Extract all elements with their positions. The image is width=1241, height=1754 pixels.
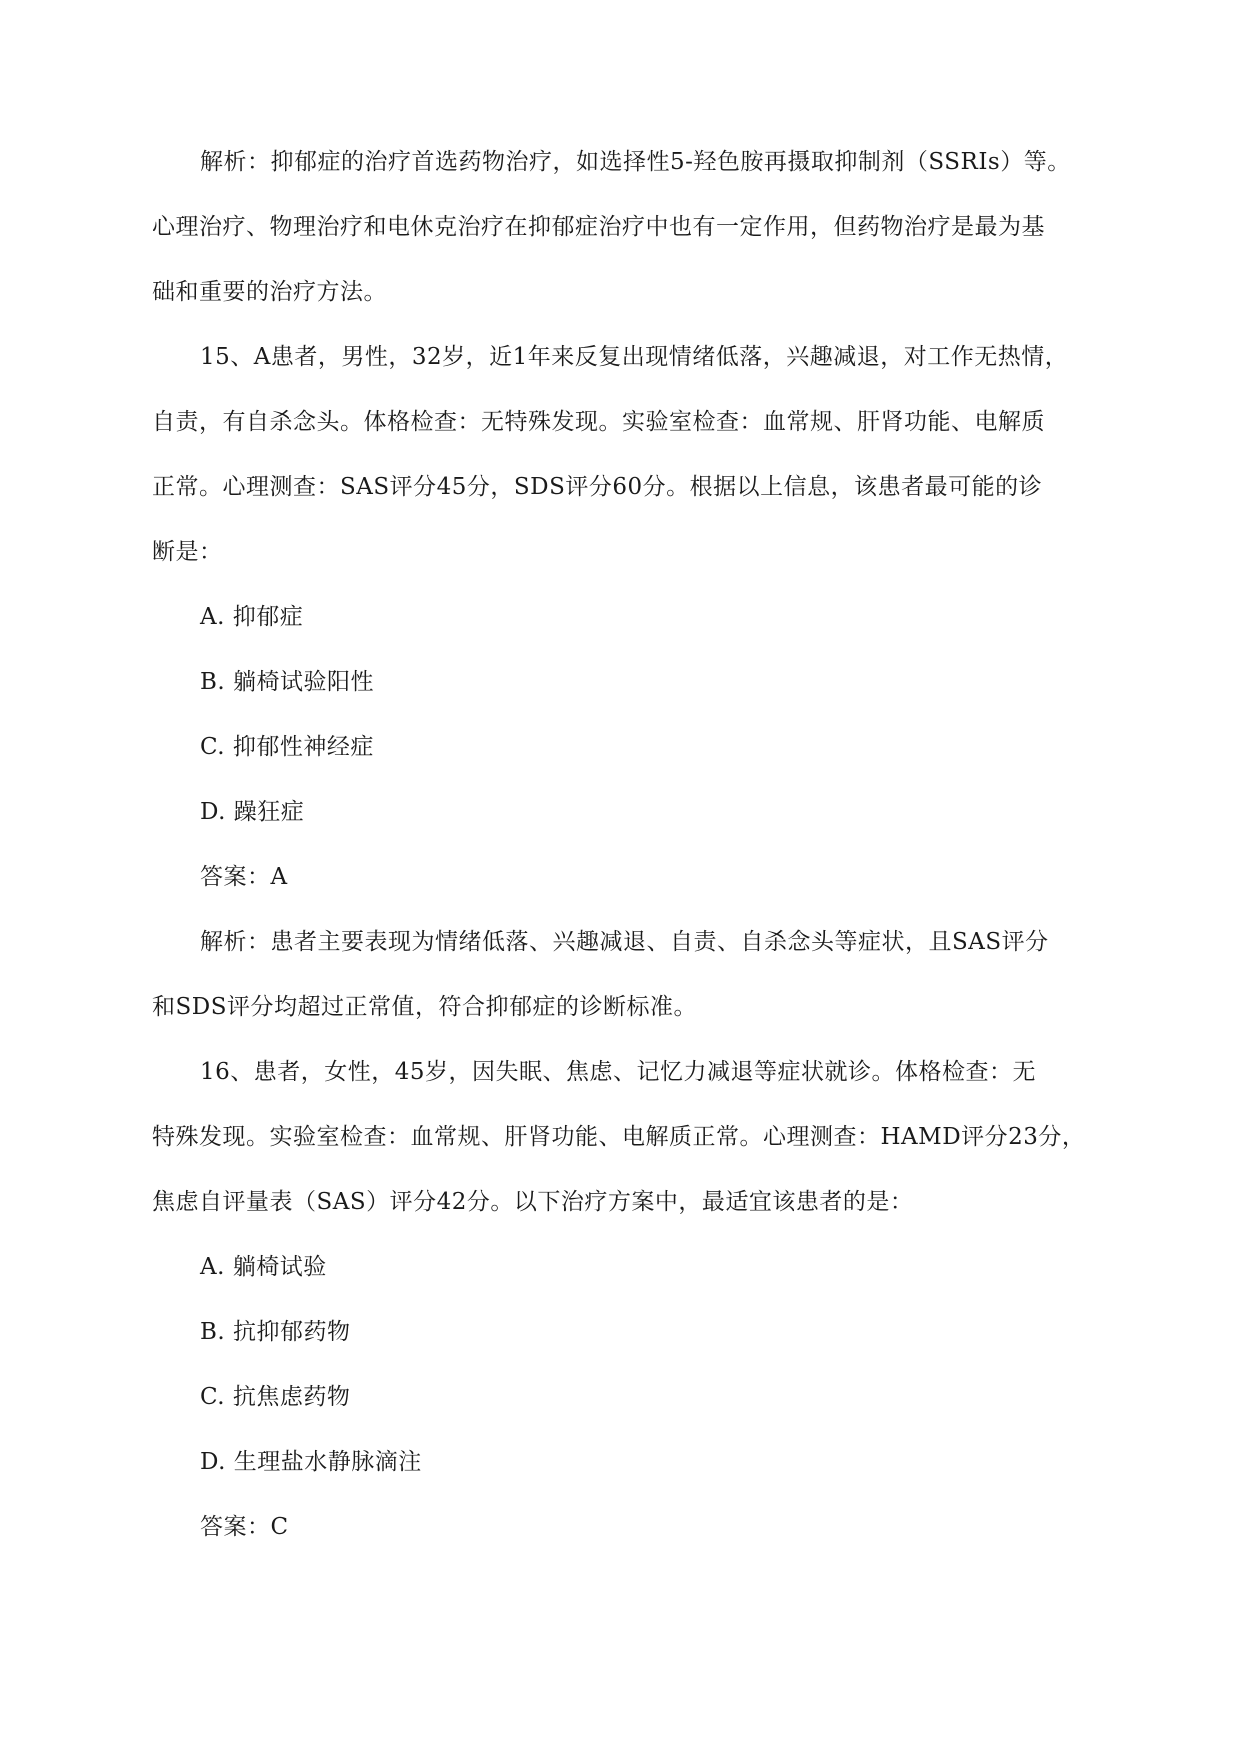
question-15-line-3: 正常。心理测查：SAS评分45分，SDS评分60分。根据以上信息，该患者最可能的诊 [152, 474, 1043, 500]
question-16-line-3: 焦虑自评量表（SAS）评分42分。以下治疗方案中，最适宜该患者的是： [152, 1189, 914, 1215]
analysis-15-line-1: 解析：患者主要表现为情绪低落、兴趣减退、自责、自杀念头等症状，且SAS评分 [200, 929, 1049, 955]
question-16-line-2: 特殊发现。实验室检查：血常规、肝肾功能、电解质正常。心理测查：HAMD评分23分， [152, 1124, 1086, 1150]
analysis-14-line-1: 解析：抑郁症的治疗首选药物治疗，如选择性5-羟色胺再摄取抑制剂（SSRIs）等。 [200, 149, 1071, 175]
question-15-line-1: 15、A患者，男性，32岁，近1年来反复出现情绪低落，兴趣减退，对工作无热情， [200, 344, 1069, 370]
analysis-14-line-3: 础和重要的治疗方法。 [152, 279, 387, 305]
question-15-answer: 答案：A [200, 864, 288, 890]
question-15-option-a: A. 抑郁症 [200, 604, 304, 630]
question-15-option-d: D. 躁狂症 [200, 799, 305, 825]
question-15-line-4: 断是： [152, 539, 223, 565]
question-15-option-c: C. 抑郁性神经症 [200, 734, 374, 760]
question-16-line-1: 16、患者，女性，45岁，因失眠、焦虑、记忆力减退等症状就诊。体格检查：无 [200, 1059, 1037, 1085]
question-15-option-b: B. 躺椅试验阳性 [200, 669, 375, 695]
analysis-15-line-2: 和SDS评分均超过正常值，符合抑郁症的诊断标准。 [152, 994, 697, 1020]
question-16-option-b: B. 抗抑郁药物 [200, 1319, 351, 1345]
question-16-option-a: A. 躺椅试验 [200, 1254, 327, 1280]
analysis-14-line-2: 心理治疗、物理治疗和电休克治疗在抑郁症治疗中也有一定作用，但药物治疗是最为基 [152, 214, 1045, 240]
question-15-line-2: 自责，有自杀念头。体格检查：无特殊发现。实验室检查：血常规、肝肾功能、电解质 [152, 409, 1045, 435]
question-16-option-d: D. 生理盐水静脉滴注 [200, 1449, 422, 1475]
question-16-answer: 答案：C [200, 1514, 289, 1540]
question-16-option-c: C. 抗焦虑药物 [200, 1384, 351, 1410]
